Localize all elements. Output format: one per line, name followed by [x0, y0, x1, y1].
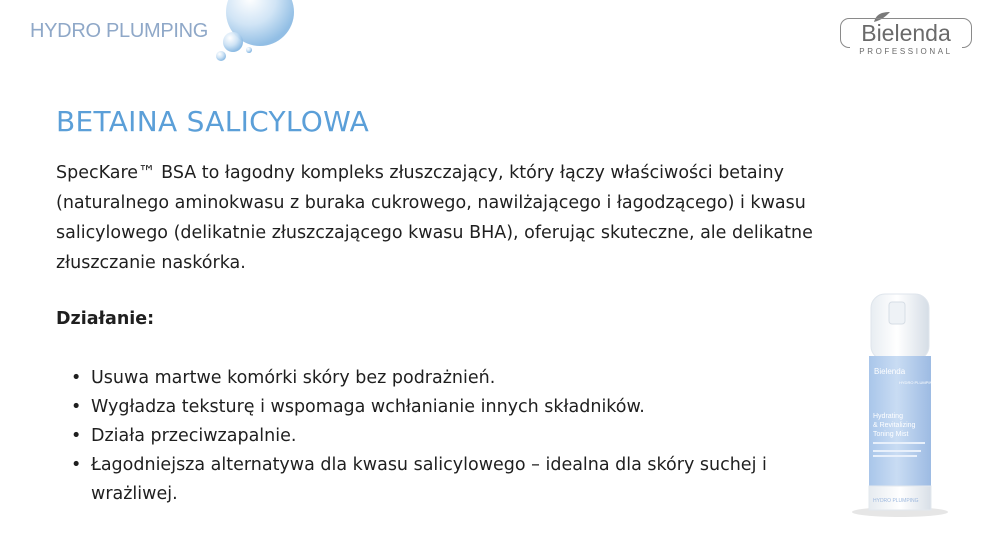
list-item: • Wygładza teksturę i wspomaga wchłanianie innych składników. [56, 393, 826, 422]
brand-subtitle: PROFESSIONAL [850, 47, 962, 56]
bullet-icon: • [71, 397, 82, 417]
list-item: • Łagodniejsza alternatywa dla kwasu salicylowego – idealna dla skóry suchej i wrażliwej. [56, 451, 826, 509]
brand-name: Bielenda [840, 18, 972, 48]
label-name-3: Toning Mist [873, 431, 909, 438]
product-bottle-image [845, 290, 955, 520]
action-subheading: Działanie: [56, 309, 155, 329]
intro-paragraph: SpecKare™ BSA to łagodny kompleks złuszczający, który łączy właściwości betainy (naturalnego aminokwasu z buraka cukrowego, nawilżającego i łagodzącego) i kwasu salicylowego (delikatnie złuszczającego kwasu BHA), oferując skuteczne, ale delikatne złuszczanie naskórka. [56, 163, 813, 273]
page-title: BETAINA SALICYLOWA [56, 105, 370, 138]
bielenda-logo [838, 18, 974, 64]
bullet-icon: • [71, 426, 82, 446]
hydro-plumping-logo-text: HYDRO PLUMPING [30, 20, 209, 42]
list-item: • Działa przeciwzapalnie. [56, 422, 826, 451]
bullet-icon: • [71, 368, 82, 388]
label-line-bottom: HYDRO PLUMPING [873, 498, 919, 504]
label-line: HYDRO PLUMPING [899, 380, 936, 385]
label-name-1: Hydrating [873, 413, 903, 420]
bullet-icon: • [71, 455, 82, 475]
benefits-list [56, 364, 826, 509]
label-name-2: & Revitalizing [873, 422, 916, 429]
water-drops-icon [205, 0, 300, 65]
label-brand: Bielenda [874, 367, 906, 376]
list-item: • Usuwa martwe komórki skóry bez podrażnień. [56, 364, 826, 393]
